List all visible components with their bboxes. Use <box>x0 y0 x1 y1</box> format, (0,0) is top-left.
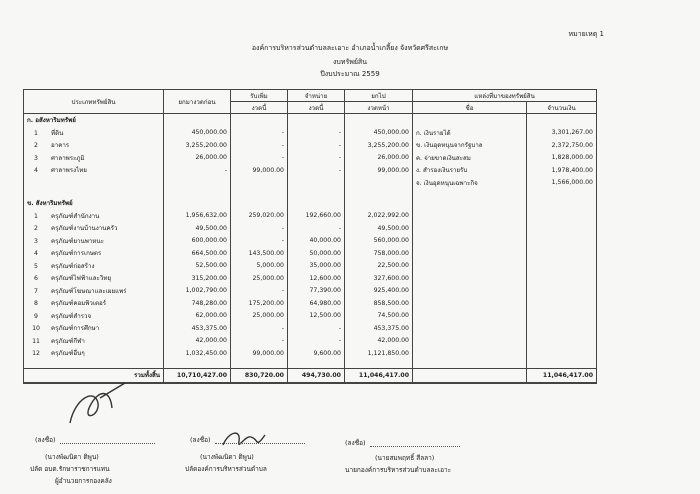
add-value: - <box>231 222 288 235</box>
section-blank-cell <box>231 114 288 127</box>
col-source: แหล่งที่มาของทรัพย์สิน <box>413 90 597 102</box>
signer-title-1b: ผู้อำนวยการกองคลัง <box>55 477 112 485</box>
brought-value: 62,000.00 <box>164 310 231 323</box>
table-row <box>24 139 597 152</box>
carry-value: 74,500.00 <box>345 310 413 323</box>
add-value: - <box>231 139 288 152</box>
table-header-row <box>24 90 597 102</box>
asset-name-cell <box>24 235 164 248</box>
asset-name: ครุภัณฑ์ไฟฟ้าและวิทยุ <box>51 275 112 283</box>
add-value: - <box>231 335 288 348</box>
signer-name-3: (นายสมพฤทธิ์ สีลลา) <box>375 454 435 462</box>
brought-value: 1,002,790.00 <box>164 285 231 298</box>
asset-name-cell <box>24 127 164 140</box>
asset-name: ศาลาพระภูมิ <box>51 154 85 162</box>
source-amount <box>527 285 597 298</box>
disposal-value: - <box>288 335 345 348</box>
spacer-row <box>24 360 597 369</box>
table-row <box>24 235 597 248</box>
source-name <box>413 235 527 248</box>
table-row <box>24 285 597 298</box>
source-amount <box>527 272 597 285</box>
brought-value: 600,000.00 <box>164 235 231 248</box>
source-name: ข. เงินอุดหนุนจากรัฐบาล <box>413 139 527 152</box>
asset-number: 8 <box>34 300 38 308</box>
asset-name-cell <box>24 297 164 310</box>
brought-value: 315,200.00 <box>164 272 231 285</box>
asset-name: ครุภัณฑ์ก่อสร้าง <box>51 262 95 270</box>
add-value: 25,000.00 <box>231 272 288 285</box>
col-carry: ยกไป <box>345 90 413 102</box>
sign-label-1: (ลงชื่อ) <box>35 436 56 444</box>
source-amount: 1,828,000.00 <box>527 152 597 165</box>
asset-number: 10 <box>32 325 40 333</box>
asset-name-cell <box>24 152 164 165</box>
disposal-value: 40,000.00 <box>288 235 345 248</box>
section-blank-cell <box>288 114 345 127</box>
asset-name: ที่ดิน <box>51 129 64 137</box>
brought-value: - <box>164 164 231 177</box>
source-name: จ. เงินอุดหนุนเฉพาะกิจ <box>413 177 527 190</box>
asset-name: ครุภัณฑ์สำนักงาน <box>51 212 100 220</box>
table-row <box>24 152 597 165</box>
carry-value: 453,375.00 <box>345 322 413 335</box>
source-name: ค. จ่ายขาดเงินสะสม <box>413 152 527 165</box>
source-name <box>413 272 527 285</box>
asset-number: 9 <box>34 312 38 320</box>
sign-label-3: (ลงชื่อ) <box>345 439 366 447</box>
source-amount <box>527 297 597 310</box>
total-add: 830,720.00 <box>231 368 288 383</box>
source-name <box>413 310 527 323</box>
carry-value <box>345 177 413 190</box>
source-amount <box>527 210 597 223</box>
section-header-row <box>24 114 597 127</box>
col-brought: ยกมางวดก่อน <box>164 90 231 114</box>
col-add-sub: งวดนี้ <box>231 102 288 114</box>
disposal-value: - <box>288 164 345 177</box>
section-blank-cell <box>413 197 527 210</box>
add-value: - <box>231 127 288 140</box>
disposal-value: 64,980.00 <box>288 297 345 310</box>
source-name <box>413 210 527 223</box>
spacer-cell <box>288 189 345 197</box>
org-title: องค์การบริหารส่วนตำบลละเอาะ อำเภอน้ำเกลี้ยง จังหวัดศรีสะเกษ <box>251 44 449 52</box>
signer-title-3: นายกองค์การบริหารส่วนตำบลละเอาะ <box>345 466 452 474</box>
asset-name-cell <box>24 310 164 323</box>
source-amount <box>527 310 597 323</box>
asset-name: ครุภัณฑ์คอมพิวเตอร์ <box>51 300 107 308</box>
asset-name-cell <box>24 285 164 298</box>
table-row <box>24 335 597 348</box>
asset-number: 2 <box>34 142 38 150</box>
brought-value: 450,000.00 <box>164 127 231 140</box>
table-row <box>24 164 597 177</box>
add-value: 5,000.00 <box>231 260 288 273</box>
sign-line-2 <box>215 443 305 444</box>
source-name <box>413 285 527 298</box>
carry-value: 450,000.00 <box>345 127 413 140</box>
spacer-cell <box>24 189 164 197</box>
carry-value: 327,600.00 <box>345 272 413 285</box>
table-row <box>24 247 597 260</box>
table-row <box>24 272 597 285</box>
table-row <box>24 260 597 273</box>
col-source-name: ชื่อ <box>413 102 527 114</box>
asset-name: ครุภัณฑ์การเกษตร <box>51 250 102 258</box>
source-name <box>413 347 527 360</box>
brought-value: 26,000.00 <box>164 152 231 165</box>
spacer-cell <box>288 360 345 369</box>
add-value: 25,000.00 <box>231 310 288 323</box>
table-row <box>24 222 597 235</box>
asset-name: ครุภัณฑ์โฆษณาและเผยแพร่ <box>51 287 127 295</box>
source-name: ง. สำรองเงินรายรับ <box>413 164 527 177</box>
section-blank-cell <box>527 114 597 127</box>
spacer-cell <box>413 189 527 197</box>
table-row <box>24 297 597 310</box>
carry-value: 925,400.00 <box>345 285 413 298</box>
carry-value: 560,000.00 <box>345 235 413 248</box>
table-row <box>24 177 597 190</box>
asset-name: ครุภัณฑ์สำรวจ <box>51 312 92 320</box>
disposal-value: 35,000.00 <box>288 260 345 273</box>
disposal-value: 192,660.00 <box>288 210 345 223</box>
source-name <box>413 335 527 348</box>
disposal-value: - <box>288 152 345 165</box>
carry-value: 758,000.00 <box>345 247 413 260</box>
asset-name-cell <box>24 177 164 190</box>
asset-name: ครุภัณฑ์งานบ้านงานครัว <box>51 225 118 233</box>
section-blank-cell <box>288 197 345 210</box>
asset-number: 7 <box>34 287 38 295</box>
asset-number: 1 <box>34 129 38 137</box>
add-value: 175,200.00 <box>231 297 288 310</box>
asset-name-cell <box>24 139 164 152</box>
disposal-value: 50,000.00 <box>288 247 345 260</box>
asset-name: ศาลาพรงไทย <box>51 167 87 175</box>
section-title: ข. สังหาริมทรัพย์ <box>24 197 164 210</box>
col-type: ประเภททรัพย์สิน <box>24 90 164 114</box>
carry-value: 26,000.00 <box>345 152 413 165</box>
brought-value: 664,500.00 <box>164 247 231 260</box>
brought-value: 1,956,632.00 <box>164 210 231 223</box>
asset-name-cell <box>24 247 164 260</box>
disposal-value: - <box>288 127 345 140</box>
asset-name: ครุภัณฑ์อื่นๆ <box>51 350 85 358</box>
signer-name-1: (นางพัฒนิดา ติพูน) <box>45 453 99 461</box>
note-label: หมายเหตุ 1 <box>568 30 604 38</box>
asset-number: 4 <box>34 167 38 175</box>
col-disp-sub: งวดนี้ <box>288 102 345 114</box>
table-row <box>24 310 597 323</box>
source-amount <box>527 347 597 360</box>
col-carry-sub: งวดหน้า <box>345 102 413 114</box>
source-amount: 2,372,750.00 <box>527 139 597 152</box>
source-amount <box>527 235 597 248</box>
asset-number: 3 <box>34 154 38 162</box>
brought-value <box>164 177 231 190</box>
source-amount <box>527 260 597 273</box>
asset-name-cell <box>24 347 164 360</box>
asset-name: ครุภัณฑ์กีฬา <box>51 337 85 345</box>
signer-title-1: ปลัด อบต.รักษาราชการแทน <box>30 465 110 473</box>
asset-number: 2 <box>34 225 38 233</box>
asset-number: 12 <box>32 350 40 358</box>
col-add: รับเพิ่ม <box>231 90 288 102</box>
signer-title-2: ปลัดองค์การบริหารส่วนตำบล <box>185 465 267 473</box>
asset-name-cell <box>24 222 164 235</box>
add-value: 143,500.00 <box>231 247 288 260</box>
spacer-cell <box>231 189 288 197</box>
asset-number: 6 <box>34 275 38 283</box>
spacer-cell <box>231 360 288 369</box>
section-blank-cell <box>231 197 288 210</box>
table-row <box>24 127 597 140</box>
asset-number: 3 <box>34 237 38 245</box>
spacer-cell <box>345 189 413 197</box>
carry-value: 1,121,850.00 <box>345 347 413 360</box>
source-amount: 1,978,400.00 <box>527 164 597 177</box>
spacer-cell <box>527 189 597 197</box>
total-disp: 494,730.00 <box>288 368 345 383</box>
carry-value: 49,500.00 <box>345 222 413 235</box>
source-name <box>413 247 527 260</box>
carry-value: 2,022,992.00 <box>345 210 413 223</box>
asset-name: ครุภัณฑ์การศึกษา <box>51 325 100 333</box>
sign-label-2: (ลงชื่อ) <box>190 436 211 444</box>
asset-name-cell <box>24 335 164 348</box>
spacer-cell <box>345 360 413 369</box>
add-value: 259,020.00 <box>231 210 288 223</box>
col-amount: จำนวนเงิน <box>527 102 597 114</box>
brought-value: 1,032,450.00 <box>164 347 231 360</box>
section-blank-cell <box>345 197 413 210</box>
fiscal-year: ปีงบประมาณ 2559 <box>320 70 380 78</box>
spacer-cell <box>413 360 527 369</box>
asset-number: 11 <box>32 337 40 345</box>
section-blank-cell <box>413 114 527 127</box>
section-blank-cell <box>164 114 231 127</box>
table-body <box>24 114 597 369</box>
asset-name-cell <box>24 260 164 273</box>
disposal-value: 12,500.00 <box>288 310 345 323</box>
disposal-value: - <box>288 222 345 235</box>
add-value: - <box>231 322 288 335</box>
source-amount <box>527 322 597 335</box>
add-value: 99,000.00 <box>231 164 288 177</box>
spacer-cell <box>24 360 164 369</box>
source-amount <box>527 247 597 260</box>
section-header-row <box>24 197 597 210</box>
spacer-cell <box>164 360 231 369</box>
asset-name-cell <box>24 272 164 285</box>
total-label: รวมทั้งสิ้น <box>24 368 164 383</box>
asset-name: อาคาร <box>51 142 70 150</box>
brought-value: 49,500.00 <box>164 222 231 235</box>
total-amount: 11,046,417.00 <box>527 368 597 383</box>
section-blank-cell <box>164 197 231 210</box>
source-name <box>413 222 527 235</box>
carry-value: 99,000.00 <box>345 164 413 177</box>
source-amount: 1,566,000.00 <box>527 177 597 190</box>
carry-value: 858,500.00 <box>345 297 413 310</box>
carry-value: 3,255,200.00 <box>345 139 413 152</box>
add-value: - <box>231 235 288 248</box>
asset-number: 4 <box>34 250 38 258</box>
sign-line-1 <box>60 443 155 444</box>
signature-scribble-2 <box>215 425 285 453</box>
source-name <box>413 297 527 310</box>
sign-line-3 <box>370 446 460 447</box>
spacer-row <box>24 189 597 197</box>
col-disp: จำหน่าย <box>288 90 345 102</box>
source-amount: 3,301,267.00 <box>527 127 597 140</box>
carry-value: 42,000.00 <box>345 335 413 348</box>
disposal-value <box>288 177 345 190</box>
disposal-value: 77,390.00 <box>288 285 345 298</box>
brought-value: 453,375.00 <box>164 322 231 335</box>
signature-scribble-1 <box>40 378 150 433</box>
add-value: 99,000.00 <box>231 347 288 360</box>
source-name <box>413 322 527 335</box>
brought-value: 52,500.00 <box>164 260 231 273</box>
asset-name-cell <box>24 164 164 177</box>
asset-number: 1 <box>34 212 38 220</box>
add-value <box>231 177 288 190</box>
disposal-value: - <box>288 322 345 335</box>
table-row <box>24 210 597 223</box>
total-source-blank <box>413 368 527 383</box>
total-carry: 11,046,417.00 <box>345 368 413 383</box>
document-title: งบทรัพย์สิน <box>332 58 367 66</box>
asset-number: 5 <box>34 262 38 270</box>
source-amount <box>527 335 597 348</box>
signer-name-2: (นางพัฒนิดา ติพูน) <box>200 453 254 461</box>
section-blank-cell <box>527 197 597 210</box>
disposal-value: - <box>288 139 345 152</box>
source-amount <box>527 222 597 235</box>
total-brought: 10,710,427.00 <box>164 368 231 383</box>
asset-name-cell <box>24 322 164 335</box>
source-name <box>413 260 527 273</box>
carry-value: 22,500.00 <box>345 260 413 273</box>
brought-value: 3,255,200.00 <box>164 139 231 152</box>
brought-value: 748,280.00 <box>164 297 231 310</box>
section-blank-cell <box>345 114 413 127</box>
spacer-cell <box>164 189 231 197</box>
add-value: - <box>231 152 288 165</box>
source-name: ก. เงินรายได้ <box>413 127 527 140</box>
asset-name-cell <box>24 210 164 223</box>
table-row <box>24 347 597 360</box>
brought-value: 42,000.00 <box>164 335 231 348</box>
asset-table <box>23 89 597 384</box>
disposal-value: 12,600.00 <box>288 272 345 285</box>
disposal-value: 9,600.00 <box>288 347 345 360</box>
section-title: ก. อสังหาริมทรัพย์ <box>24 114 164 127</box>
asset-name: ครุภัณฑ์ยานพาหนะ <box>51 237 104 245</box>
spacer-cell <box>527 360 597 369</box>
table-row <box>24 322 597 335</box>
add-value: - <box>231 285 288 298</box>
